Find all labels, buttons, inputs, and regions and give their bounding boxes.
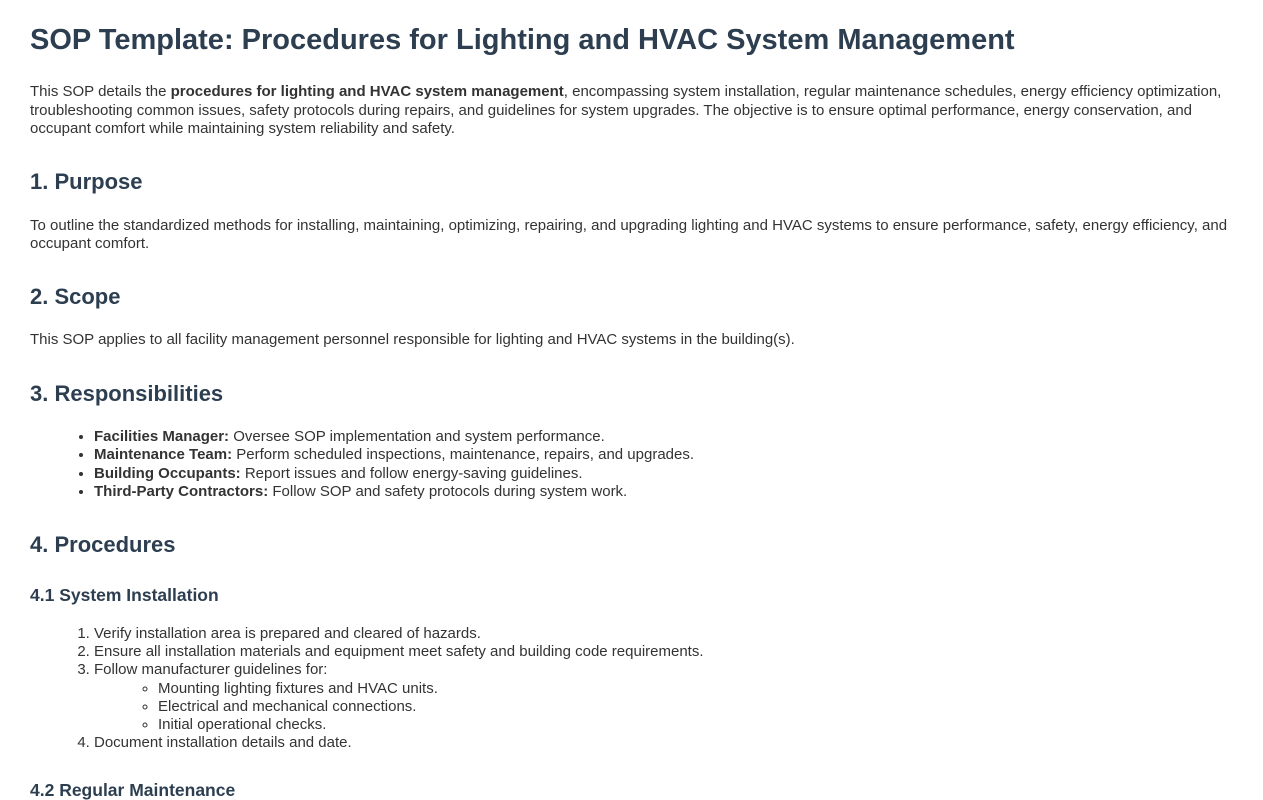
substep-item: ◦ Electrical and mechanical connections. xyxy=(158,698,1234,716)
intro-text-prefix: This SOP details the xyxy=(30,83,171,101)
step-item xyxy=(94,661,1234,734)
intro-text-suffix: , encompassing system installation, regular maintenance schedules, energy efficiency optimization, troubleshooting common issues, safety protocols during repairs, and guidelines for system upgrades. The objective is to ensure optimal performance, energy conservation, and occupant comfort while maintaining system reliability and safety. xyxy=(30,83,1222,137)
responsibility-role: Maintenance Team: xyxy=(94,446,233,464)
document xyxy=(30,24,1234,800)
substeps-list xyxy=(94,680,1234,735)
section-heading-procedures: 4. Procedures xyxy=(30,532,176,558)
responsibility-item xyxy=(94,446,1234,464)
intro-bold-text: procedures for lighting and HVAC system management xyxy=(170,83,564,101)
substep-item: ◦ Mounting lighting fixtures and HVAC units. xyxy=(158,680,1234,698)
step-item: 4. Document installation details and date. xyxy=(94,734,1234,752)
purpose-paragraph: To outline the standardized methods for installing, maintaining, optimizing, repairing, and upgrading lighting and HVAC systems to ensure performance, safety, energy efficiency, and occupant comfort. xyxy=(30,216,1228,252)
responsibility-role: Third-Party Contractors: xyxy=(94,482,269,500)
responsibility-role: Building Occupants: xyxy=(94,464,241,482)
responsibility-item xyxy=(94,465,1234,483)
responsibility-text: Perform scheduled inspections, maintenance, repairs, and upgrades. xyxy=(232,446,695,464)
responsibility-text: Follow SOP and safety protocols during system work. xyxy=(268,482,628,500)
step-item: 1. Verify installation area is prepared and cleared of hazards. xyxy=(94,625,1234,643)
page-title: SOP Template: Procedures for Lighting and HVAC System Management xyxy=(30,24,1015,56)
section-heading-responsibilities: 3. Responsibilities xyxy=(30,380,224,406)
installation-steps-list xyxy=(30,625,1234,753)
scope-paragraph: This SOP applies to all facility management personnel responsible for lighting and HVAC systems in the building(s). xyxy=(30,331,795,349)
responsibilities-list xyxy=(30,428,1234,501)
section-heading-scope: 2. Scope xyxy=(30,284,121,310)
responsibility-item xyxy=(94,483,1234,501)
subsection-heading-regular-maintenance: 4.2 Regular Maintenance xyxy=(30,779,236,800)
responsibility-text: Oversee SOP implementation and system performance. xyxy=(229,428,605,446)
subsection-heading-system-installation: 4.1 System Installation xyxy=(30,584,219,605)
step-item: 2. Ensure all installation materials and equipment meet safety and building code requirements. xyxy=(94,643,1234,661)
responsibility-text: Report issues and follow energy-saving guidelines. xyxy=(240,464,583,482)
substep-item: ◦ Initial operational checks. xyxy=(158,716,1234,734)
responsibility-role: Facilities Manager: xyxy=(94,428,230,446)
intro-paragraph xyxy=(30,83,1234,138)
responsibility-item xyxy=(94,428,1234,446)
step-text: Follow manufacturer guidelines for: xyxy=(94,661,328,679)
section-heading-purpose: 1. Purpose xyxy=(30,169,143,195)
